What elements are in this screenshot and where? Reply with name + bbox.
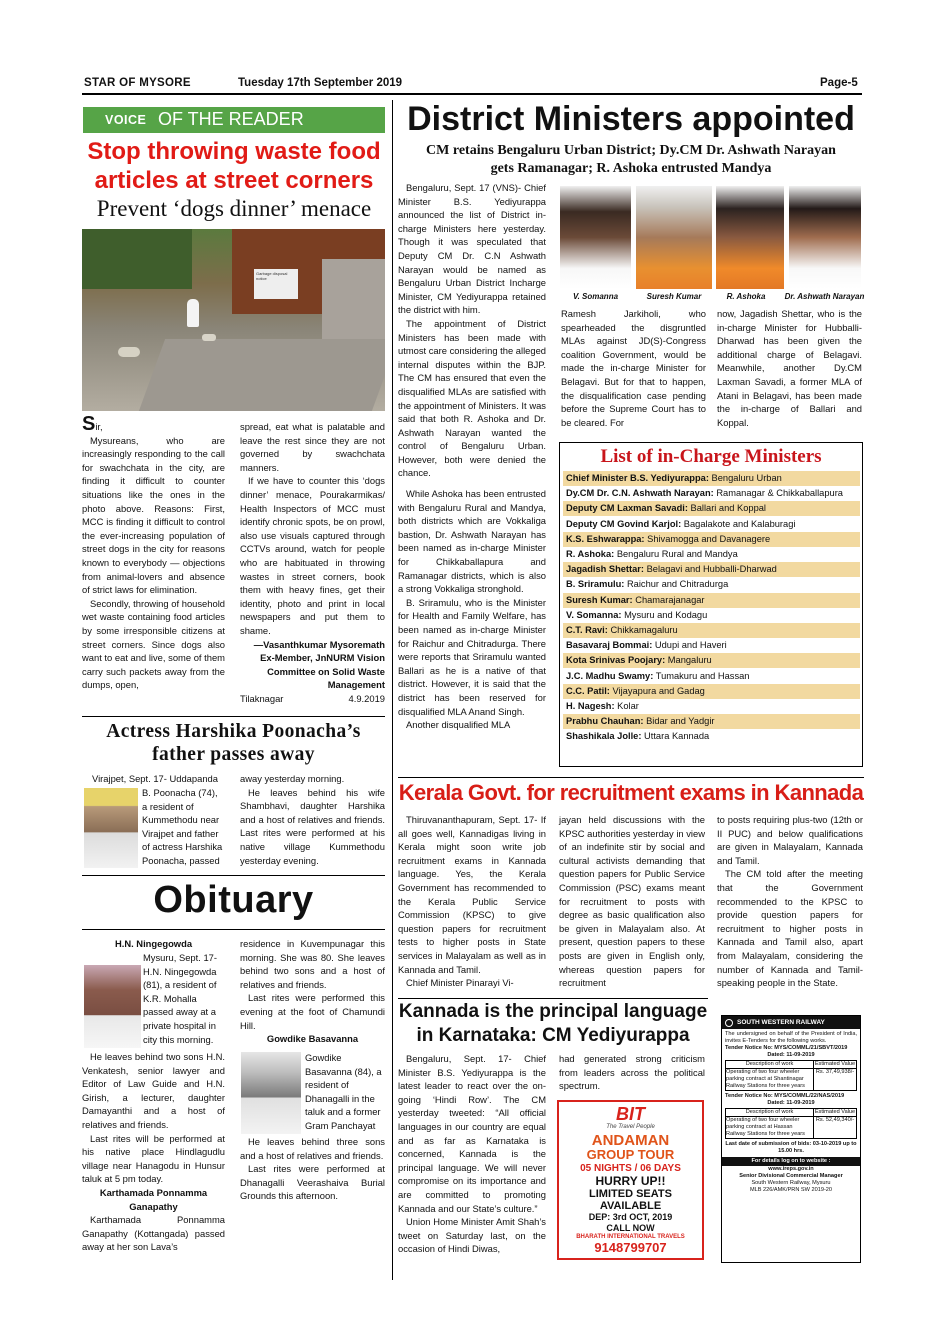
ad-tagline: The Travel People [606,1124,655,1130]
voice-col2 [240,420,385,705]
minister-row [563,623,860,638]
minister-name: R. Ashoka: [566,549,615,559]
header-rule [82,93,862,95]
railway-logo-icon [725,1019,733,1027]
voice-col1 [82,413,225,692]
photo-ashwath-narayan [789,186,861,289]
minister-districts: Bidar and Yadgir [646,716,715,727]
obituary-title: Obituary [153,879,314,921]
ad-line: GROUP TOUR [586,1147,675,1162]
voice-headline-2: articles at street corners [94,167,374,194]
minister-row [563,532,860,547]
voice-para: spread, eat what is palatable and leave the rest since they are not governed by swachchata manners. [240,421,385,473]
photo-suresh-kumar [636,186,712,289]
minister-row [563,517,860,532]
minister-districts: Ballari and Koppal [690,503,766,514]
ad-line: ANDAMAN [591,1132,670,1149]
minister-districts: Bengaluru Urban [711,473,782,483]
district-col3: Ramesh Jarkiholi, who spearheaded the disgruntled MLAs against JD(S)-Congress coalition Government, would be made the in-charge Minister for Belagavi. But for that to happen, the disqualification case pending before the Supreme Court has to be cleared. For [561,308,706,428]
minister-row [563,669,860,684]
district-subhead-2: gets Ramanagar; R. Ashoka entrusted Mandya [490,161,772,176]
voice-tag-rest: OF THE READER [158,109,304,129]
obit-basavanna-rest: He leaves behind three sons and a host of relatives and friends. Last rites were performed at Dhanagalli Veerashaiva Burial Grounds this afternoon. [240,1136,385,1202]
voice-para: Mysureans, who are increasingly responding to the call for swachchata in the city, are finding it difficult to counter situations like the ones in the photo above. Reasons: First, MCC is finding it difficult to control the ever-increasing population of street dogs in the city for reasons known to everybody — objections from animal-lovers and absence of strict laws for elimination. [82,434,225,596]
voice-signature: Committee on Solid Waste [267,665,385,677]
voice-signature: Ex-Member, JnNURM Vision [260,652,385,664]
minister-row [563,653,860,668]
harshika-body: B. Poonacha (74), a resident of Kummethodu near Virajpet and father of actress Harshika Poonacha, passed [142,787,223,866]
minister-row [563,714,860,729]
ad-line: CALL NOW [606,1223,655,1233]
minister-row [563,486,860,501]
minister-districts: Vijayapura and Gadag [612,685,705,696]
minister-row [563,638,860,653]
street-dumping-photo [82,229,385,411]
district-col4: now, Jagadish Shettar, who is the in-charge Minister for Hubballi-Dharwad has been given the additional charge of Belagavi. Meanwhile, another Dy.CM Laxman Savadi, a former MLA of Atani in Belagavi, has been made the in-charge of Ballari and Koppal. [717,308,862,428]
minister-row [563,684,860,699]
obit-col2: residence in Kuvempunagar this morning. She was 80. She leaves behind two sons and a host of relatives and friends. Last rites were performed this evening at the foot of Chamundi Hill. Gowdike Basavanna [240,938,385,1045]
minister-name: K.S. Eshwarappa: [566,533,645,544]
poonacha-photo [84,788,138,868]
minister-districts: Mysuru and Kodagu [624,609,708,620]
ad-line: AVAILABLE [599,1200,662,1212]
kannada-headline-1: Kannada is the principal language [398,1001,708,1022]
minister-districts: Udupi and Haveri [654,640,727,651]
minister-name: C.C. Patil: [566,685,610,696]
voice-signature: Management [327,679,385,691]
railway-title-bar: SOUTH WESTERN RAILWAY [722,1016,860,1029]
drop-cap: S [82,413,96,435]
minister-name: B. Sriramulu: [566,579,625,590]
minister-districts: Belagavi and Hubballi-Dharwad [646,564,777,575]
harshika-col2: away yesterday morning. He leaves behind his wife Shambhavi, daughter Harshika and a host of relatives and friends. Last rites were performed at his native village Kummethodu yesterday evening. [240,773,385,866]
kannada-headline-2: in Karnataka: CM Yediyurappa [416,1025,690,1046]
minister-districts: Kolar [617,701,639,711]
minister-row [563,729,860,744]
minister-name: Prabhu Chauhan: [566,716,644,727]
minister-row [563,699,860,714]
ad-line: LIMITED SEATS [589,1188,672,1200]
harshika-headline-2: father passes away [152,744,315,765]
minister-districts: Tumakuru and Hassan [655,670,750,681]
voice-signature: —Vasanthkumar Mysoremath [253,638,385,650]
minister-districts: Raichur and Chitradurga [626,579,729,590]
travel-ad[interactable] [557,1100,704,1260]
minister-districts: Uttara Kannada [644,731,710,742]
minister-name: Suresh Kumar: [566,594,633,605]
district-headline: District Ministers appointed [407,100,855,138]
caption-ashoka: R. Ashoka [726,292,766,301]
minister-name: Dy.CM Dr. C.N. Ashwath Narayan: [566,488,714,499]
obit-basavanna-lead: Gowdike Basavanna (84), a resident of Dhanagalli in the taluk and a former Gram Panchayat [305,1052,382,1131]
ministers-title: List of in-Charge Ministers [600,446,822,467]
minister-row [563,562,860,577]
minister-row [563,547,860,562]
ad-line: HURRY UP!! [595,1174,666,1188]
ad-phone: 9148799707 [594,1240,667,1255]
voice-place: Tilaknagar [240,692,284,704]
photo-somanna [560,186,631,289]
kerala-col3: to posts requiring plus-two (12th or II PUC) and below qualifications are given in Malayalam, Kannada and Tamil. The CM told after the meeting that the Government recommended to the KPSC to provide question papers for recruitment to higher posts in Kannada and Tamil also, apart from Malayalam, considering the number of Kannada and Tamil-speaking people in the State. [717,814,863,989]
caption-ashwath-narayan: Dr. Ashwath Narayan [784,292,865,301]
voice-banner [83,107,385,133]
photo-ashoka [716,186,784,289]
minister-name: Deputy CM Laxman Savadi: [566,503,688,514]
ad-line: 05 NIGHTS / 06 DAYS [580,1163,681,1174]
minister-name: V. Somanna: [566,609,622,620]
district-subhead-1: CM retains Bengaluru Urban District; Dy.CM Dr. Ashwath Narayan [426,143,836,158]
kerala-col1: Thiruvananthapuram, Sept. 17- If all goes well, Kannadigas living in Kerala might soon write job recruitment exams in Kannada language. Yes, the Kerala Government has recommended to the Kerala Public Service Commission (KPSC) to give question papers for recruitment tests to higher posts in State services in Malayalam as well as in Kannada and Tamil. Chief Minister Pinarayi Vi- [398,814,546,989]
minister-name: J.C. Madhu Swamy: [566,670,654,681]
voice-subhead: Prevent ‘dogs dinner’ menace [96,196,372,221]
kerala-col2: jayan held discussions with the KPSC authorities yesterday in view of an indefinite stir by social and cultural activists demanding that question papers for Public Service Commission (PSC) exams meant for recruitment to posts with degree as basic qualification also be given in Malayalam also. At present, question papers to these posts are given in English only, whereas question papers for recruitment [559,814,705,989]
obit-name-ponnamma: Karthamada Ponnamma [99,1186,208,1198]
ad-brand: BIT [616,1104,645,1124]
minister-name: Jagadish Shettar: [566,564,645,575]
minister-row [563,608,860,623]
minister-name: Kota Srinivas Poojary: [566,655,666,666]
ad-line: DEP: 3rd OCT, 2019 [588,1212,673,1222]
harshika-lead: Virajpet, Sept. 17- Uddapanda [92,773,218,784]
minister-districts: Ramanagar & Chikkaballapura [716,488,843,499]
obit-name-basavanna: Gowdike Basavanna [266,1033,359,1045]
obit-name-ponnamma-2: Ganapathy [129,1200,178,1212]
voice-date: 4.9.2019 [348,692,385,704]
railway-ad[interactable]: SOUTH WESTERN RAILWAY The undersigned on behalf of the President of India, invites E-Tenders for the following works. Tender Notice No: MYS/COMML/21/SBVT/2019 Dated: 11-09-2019 Description of work Estimated Value Operating of two four wheeler parking contract at Shantinagar Railway Stations for three years Rs. 37,49,938/- Tender Notice No: MYS/COMML/22/NAS/2019 Dated: 11-09-2019 Description of work Estimated Value Operating of two four wheeler parking contract at Hassan Railway Stations for three years Rs. 52,49,340/- Last date of submission of bids: 03-10-2019 up to 15.00 hrs. For details log on to website : www.ireps.gov.in Senior Divisional Commercial Manager South Western Railway, Mysuru MLB 226/AMK/PRN SW 2019-20 [721,1015,861,1263]
photo-sign: Garbage disposal notice [254,269,298,299]
ad-line: BHARATH INTERNATIONAL TRAVELS [576,1234,685,1240]
district-col1: Bengaluru, Sept. 17 (VNS)- Chief Minister B.S. Yediyurappa announced the list of District in-charge Ministers here yesterday. Though it was speculated that Deputy CM Dr. C.N Ashwath Narayan would be named as Bengaluru Urban District Incharge Minister, CM Yediyurappa retained the district with him. The appointment of District Ministers has been made with utmost care considering the alleged internal disputes within the BJP. The CM has ensured that even the disqualified MLAs are satisfied with the appointment of Ministers. It was said that both R. Ashoka and Dr. Ashwath Narayan wanted the control of Bengaluru Urban. However, both were denied the chance. [398,182,547,479]
issue-date: Tuesday 17th September 2019 [238,77,403,89]
voice-para: Secondly, throwing of household wet waste containing food articles by some irresponsible citizens at street corners. Since dogs also want to eat and live, some of them carry such packets away from the dumps, open, [82,597,225,691]
minister-districts: Chikkamagaluru [610,625,678,635]
minister-name: Basavaraj Bommai: [566,640,653,651]
minister-row [563,501,860,516]
minister-name: Deputy CM Govind Karjol: [566,518,682,529]
minister-row [563,471,860,486]
minister-row [563,577,860,592]
obit-ningegowda-lead: Mysuru, Sept. 17- H.N. Ningegowda (81), a resident of K.R. Mohalla passed away at a private hospital in city this morning. [143,952,217,1045]
minister-districts: Bengaluru Rural and Mandya [616,549,738,559]
minister-name: Shashikala Jolle: [566,731,642,742]
minister-districts: Shivamogga and Davanagere [647,533,771,544]
minister-row [563,593,860,608]
kannada-col1: Bengaluru, Sept. 17- Chief Minister B.S. Yediyurappa is the latest leader to react over the on-going ‘Hindi Row’. The CM yesterday tweeted: “All official languages in our country are equal and as far as Karnataka is concerned, Kannada is the principal language. We will never compromise on its importance and are committed to promoting Kannada and our State’s culture.” Union Home Minister Amit Shah’s tweet on Saturday last, on the occasion of Hindi Diwas, [398,1053,546,1255]
voice-para: If we have to counter this ‘dogs dinner’ menace, Pourakarmikas/ Health Inspectors of MCC must identify chronic spots, be on prowl, also use visuals captured through CCTVs around, watch for people who are habituated in throwing wastes in street corners, book them with heavy fines, get their identity, photo and print in local newspapers and put them to shame. [240,475,385,636]
obit-name-ningegowda: H.N. Ningegowda [114,938,193,949]
voice-salutation: Sir, [82,413,103,435]
minister-districts: Mangaluru [667,655,712,666]
harshika-headline-1: Actress Harshika Poonacha’s [106,721,361,742]
kannada-col2: had generated strong criticism from leaders across the political spectrum. [559,1053,705,1092]
obit-ningegowda-rest: He leaves behind two sons H.N. Venkatesh, senior lawyer and Editor of Law Guide and H.N. Girish, a lecturer, daughter Damayanthi and a host of relatives and friends. Last rites will be performed at his native place Hindlagudlu village near Hanagodu in Hunsur taluk at 5 pm today. Karthamada Ponnamma Ganapathy Karthamada Ponnamma Ganapathy (Kottangada) passed away at her son Lava’s [82,1051,225,1253]
page-number: Page-5 [820,77,858,89]
voice-headline-1: Stop throwing waste food [87,138,381,165]
voice-tag: VOICE [105,113,147,127]
caption-somanna: V. Somanna [572,292,619,301]
caption-suresh-kumar: Suresh Kumar [646,292,702,301]
minister-districts: Bagalakote and Kalaburagi [683,518,796,529]
district-col2: While Ashoka has been entrusted with Bengaluru Rural and Mandya, both districts which are Vokkaliga bastion, Dr. Ashwath Narayan has been named as in-charge Minister for Chikkaballapura and Ramanagar districts, which is also a strong Vokkaliga stronghold. B. Sriramulu, who is the Minister for Health and Family Welfare, has been named as in-charge Minister for Raichur and Chitradurga. There were reports that Sriramulu wanted Ballari as he is a native of that district. However, it is said that the district has been reserved for disqualified MLA Anand Singh. Another disqualified MLA [398,488,546,731]
minister-districts: Chamarajanagar [635,594,705,605]
minister-name: C.T. Ravi: [566,625,608,635]
minister-name: Chief Minister B.S. Yediyurappa: [566,473,709,483]
kerala-headline: Kerala Govt. for recruitment exams in Kannada [398,780,864,805]
minister-name: H. Nagesh: [566,701,615,711]
paper-name: STAR OF MYSORE [84,77,191,89]
